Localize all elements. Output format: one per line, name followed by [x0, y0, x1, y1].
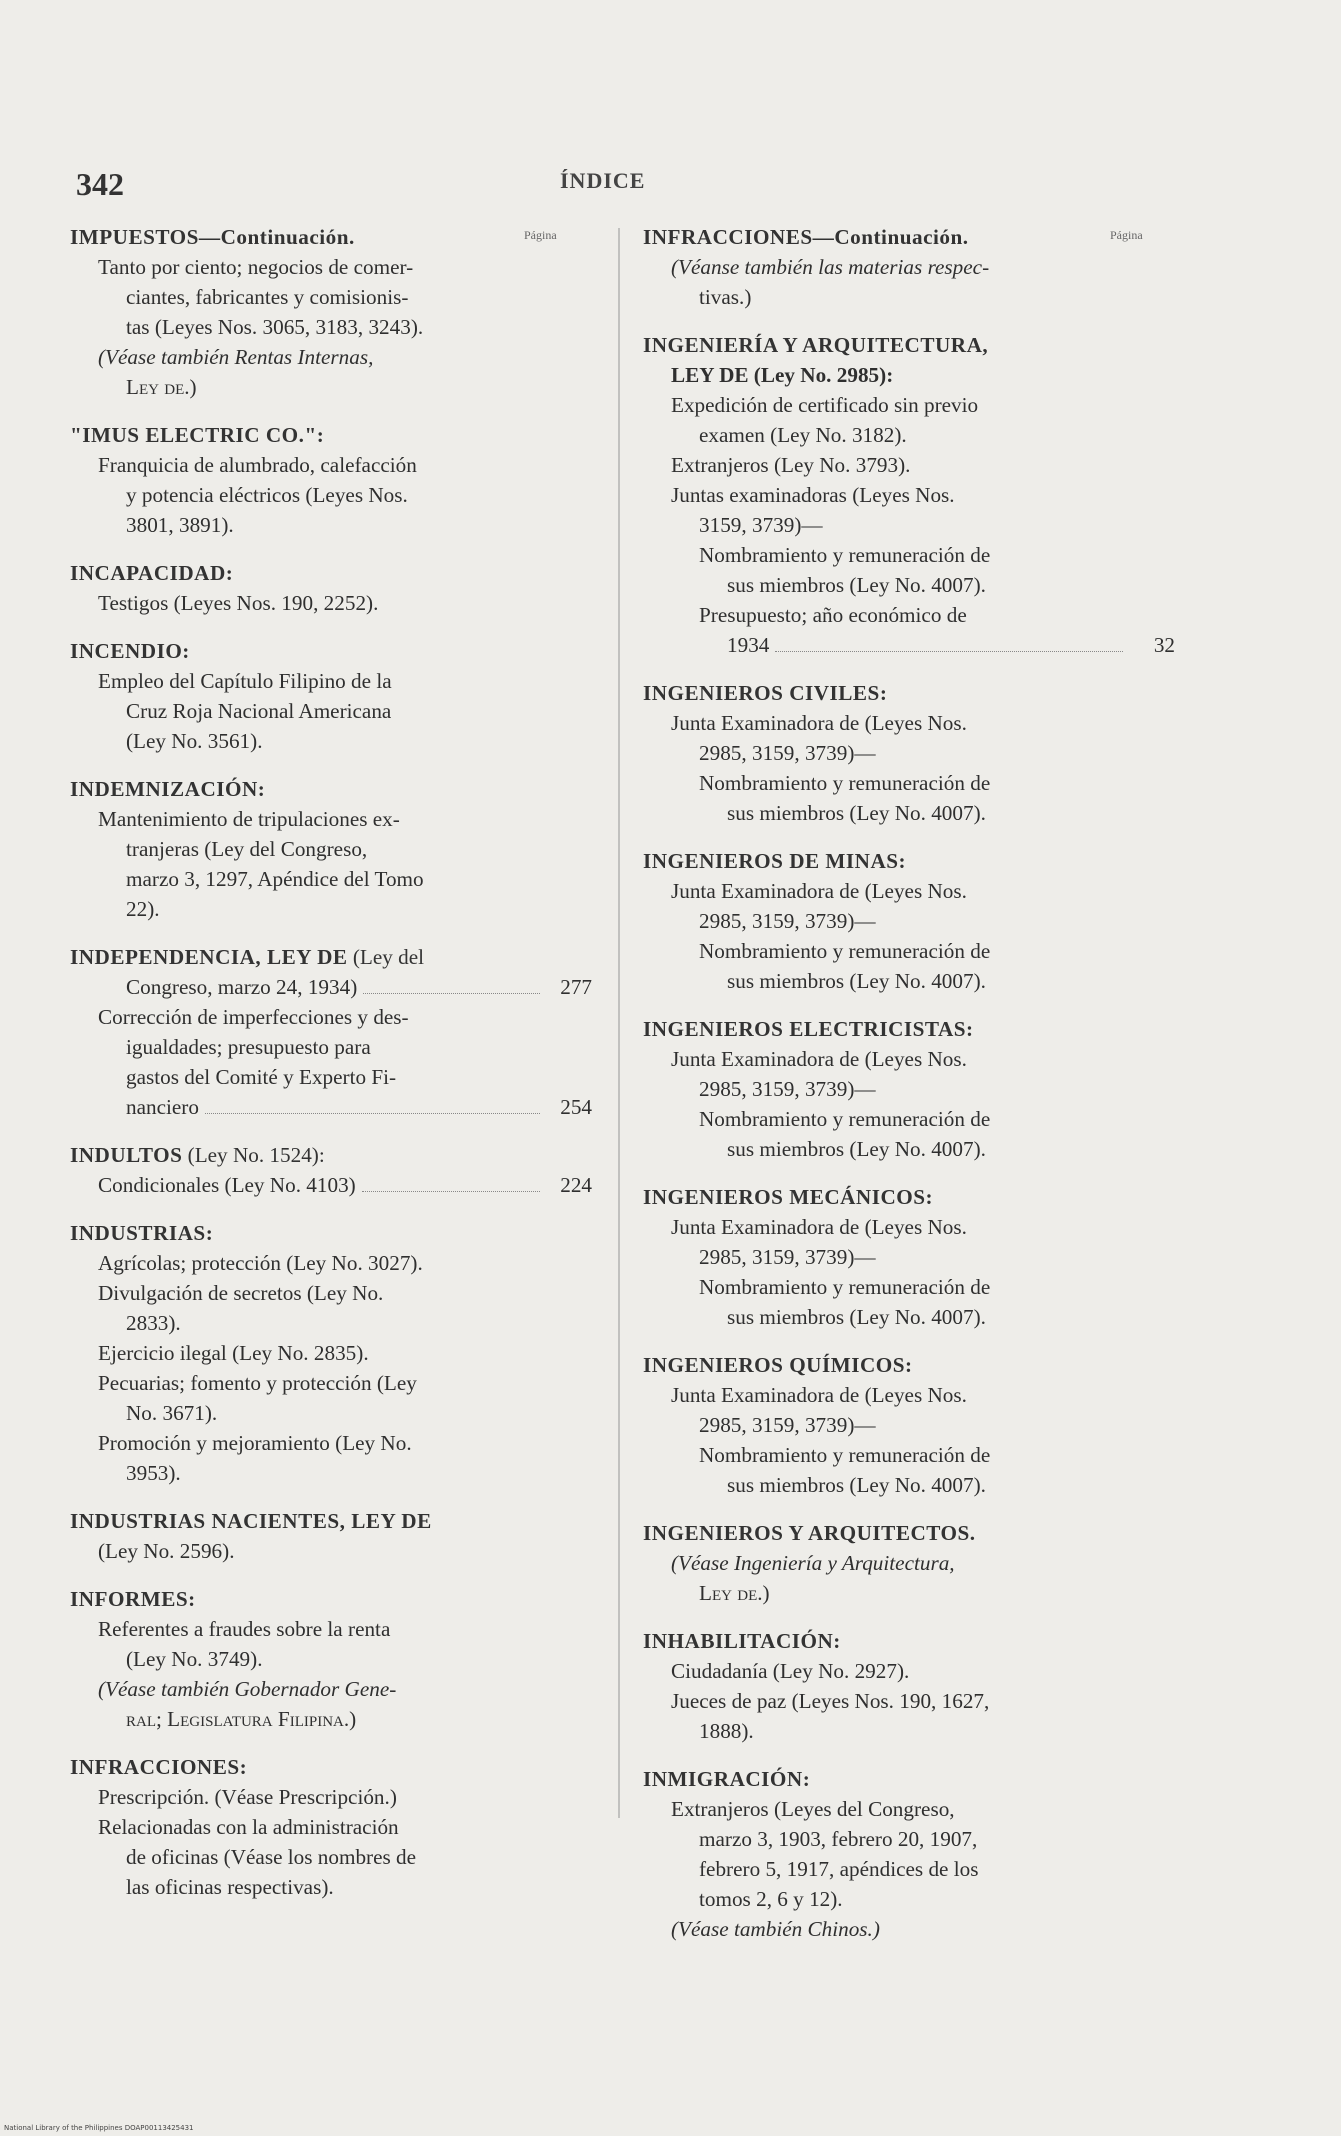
entry-heading [643, 1518, 1175, 1548]
entry-heading [643, 1182, 1175, 1212]
entry-line: Junta Examinadora de (Leyes Nos. [671, 1383, 967, 1407]
entry-heading-text: INGENIEROS DE MINAS: [643, 849, 907, 873]
entry-line: Divulgación de secretos (Ley No. [98, 1281, 384, 1305]
entry-line: (Ley No. 3561). [126, 729, 263, 753]
entry-line: sus miembros (Ley No. 4007). [727, 969, 986, 993]
entry-heading [70, 1506, 592, 1536]
page-title: ÍNDICE [560, 168, 646, 193]
entry-line-text: 1934 [727, 633, 770, 657]
entry-line: igualdades; presupuesto para [126, 1035, 371, 1059]
index-entry [70, 1218, 592, 1488]
entry-line: tranjeras (Ley del Congreso, [126, 837, 368, 861]
entry-line: Relacionadas con la administración [98, 1815, 399, 1839]
leader-dots [363, 993, 540, 994]
page-reference: 277 [560, 975, 592, 999]
entry-heading [70, 1752, 592, 1782]
entry-line: sus miembros (Ley No. 4007). [727, 573, 986, 597]
entry-line: Empleo del Capítulo Filipino de la [98, 669, 392, 693]
entry-line: 2985, 3159, 3739)— [699, 1077, 876, 1101]
entry-line: tomos 2, 6 y 12). [699, 1887, 843, 1911]
entry-heading [70, 942, 592, 972]
entry-line: Expedición de certificado sin previo [671, 393, 979, 417]
index-entry [70, 1584, 592, 1734]
entry-line: Extranjeros (Ley No. 3793). [671, 453, 911, 477]
index-entry [643, 1626, 1175, 1746]
index-entry [70, 1140, 592, 1200]
entry-line [70, 1092, 592, 1122]
entry-line: febrero 5, 1917, apéndices de los [699, 1857, 979, 1881]
entry-heading-text: "IMUS ELECTRIC CO.": [70, 423, 325, 447]
entry-line: (Véase también Rentas Internas, [98, 345, 374, 369]
entry-line: tivas.) [699, 285, 752, 309]
entry-line: 3801, 3891). [126, 513, 234, 537]
entry-heading [70, 558, 592, 588]
entry-line: Referentes a fraudes sobre la renta [98, 1617, 391, 1641]
entry-heading [70, 1584, 592, 1614]
index-entry [70, 1506, 592, 1566]
entry-heading [70, 420, 592, 450]
entry-line: Junta Examinadora de (Leyes Nos. [671, 711, 967, 735]
entry-line: Corrección de imperfecciones y des- [98, 1005, 409, 1029]
entry-line: Nombramiento y remuneración de [699, 771, 991, 795]
entry-line: Franquicia de alumbrado, calefacción [98, 453, 417, 477]
entry-line: Nombramiento y remuneración de [699, 1107, 991, 1131]
entry-line: (Véase también Gobernador Gene- [98, 1677, 397, 1701]
entry-line: y potencia eléctricos (Leyes Nos. [126, 483, 408, 507]
entry-heading [643, 222, 1175, 252]
entry-line: sus miembros (Ley No. 4007). [727, 1473, 986, 1497]
entry-heading-text: INGENIEROS ELECTRICISTAS: [643, 1017, 974, 1041]
page-reference: 224 [560, 1173, 592, 1197]
index-entry [643, 1014, 1175, 1164]
entry-line: Ciudadanía (Ley No. 2927). [671, 1659, 910, 1683]
entry-line: 2985, 3159, 3739)— [699, 741, 876, 765]
entry-heading [70, 774, 592, 804]
entry-line: Tanto por ciento; negocios de comer- [98, 255, 414, 279]
entry-line: Juntas examinadoras (Leyes Nos. [671, 483, 955, 507]
entry-heading-text: INGENIEROS Y ARQUITECTOS. [643, 1521, 976, 1545]
entry-heading [70, 636, 592, 666]
entry-line: Cruz Roja Nacional Americana [126, 699, 392, 723]
index-entry [70, 558, 592, 618]
entry-line: 2833). [126, 1311, 181, 1335]
pagina-label-left: Página [524, 228, 557, 242]
index-entry [643, 1350, 1175, 1500]
index-entry [70, 636, 592, 756]
entry-heading-text: INDULTOS [70, 1143, 183, 1167]
entry-heading-text: INGENIERÍA Y ARQUITECTURA, [643, 333, 989, 357]
entry-heading-text: INDUSTRIAS NACIENTES, LEY DE [70, 1509, 432, 1533]
index-entry [643, 678, 1175, 828]
entry-line: ral; Legislatura Filipina.) [126, 1707, 357, 1731]
entry-heading-text: INFRACCIONES: [70, 1755, 248, 1779]
entry-line: Promoción y mejoramiento (Ley No. [98, 1431, 412, 1455]
entry-line: sus miembros (Ley No. 4007). [727, 801, 986, 825]
entry-line: examen (Ley No. 3182). [699, 423, 907, 447]
page-reference: 32 [1153, 633, 1175, 657]
entry-line: (Véase Ingeniería y Arquitectura, [671, 1551, 955, 1575]
entry-line-text: nanciero [126, 1095, 199, 1119]
entry-heading [70, 1218, 592, 1248]
entry-line: Ley de.) [126, 375, 197, 399]
entry-line: 1888). [699, 1719, 754, 1743]
entry-heading-text: INGENIEROS QUÍMICOS: [643, 1353, 913, 1377]
entry-heading [643, 1626, 1175, 1656]
entry-heading-rest: (Ley No. 1524): [182, 1143, 325, 1167]
index-entry [643, 1518, 1175, 1608]
entry-line: 2985, 3159, 3739)— [699, 1413, 876, 1437]
entry-heading [643, 1350, 1175, 1380]
entry-line: Prescripción. (Véase Prescripción.) [98, 1785, 397, 1809]
entry-heading [643, 846, 1175, 876]
entry-line: Ley de.) [699, 1581, 770, 1605]
entry-line: Mantenimiento de tripulaciones ex- [98, 807, 400, 831]
leader-dots [205, 1113, 540, 1114]
entry-heading-text: INGENIEROS CIVILES: [643, 681, 888, 705]
index-entry [643, 846, 1175, 996]
entry-line: Jueces de paz (Leyes Nos. 190, 1627, [671, 1689, 990, 1713]
entry-line: (Véase también Chinos.) [671, 1917, 880, 1941]
entry-line: Junta Examinadora de (Leyes Nos. [671, 1047, 967, 1071]
entry-line: Junta Examinadora de (Leyes Nos. [671, 1215, 967, 1239]
entry-line [643, 630, 1175, 660]
entry-line: marzo 3, 1297, Apéndice del Tomo [126, 867, 424, 891]
entry-heading [643, 1764, 1175, 1794]
entry-line-text: Congreso, marzo 24, 1934) [126, 975, 358, 999]
entry-line: 2985, 3159, 3739)— [699, 1245, 876, 1269]
entry-heading-text: INDUSTRIAS: [70, 1221, 214, 1245]
index-entry [643, 330, 1175, 660]
entry-line: sus miembros (Ley No. 4007). [727, 1305, 986, 1329]
entry-heading-text: INHABILITACIÓN: [643, 1629, 841, 1653]
entry-heading [70, 1140, 592, 1170]
entry-line: Junta Examinadora de (Leyes Nos. [671, 879, 967, 903]
entry-line: 3953). [126, 1461, 181, 1485]
entry-heading [643, 678, 1175, 708]
entry-heading-rest: (Ley del [347, 945, 425, 969]
leader-dots [362, 1191, 540, 1192]
right-column [643, 222, 1175, 1962]
index-entry [70, 774, 592, 924]
index-entry [70, 1752, 592, 1902]
entry-line: LEY DE (Ley No. 2985): [671, 363, 894, 387]
entry-heading [70, 222, 592, 252]
entry-heading-text: INFORMES: [70, 1587, 196, 1611]
entry-heading-text: INMIGRACIÓN: [643, 1767, 811, 1791]
entry-line [70, 1170, 592, 1200]
index-entry [70, 942, 592, 1122]
column-divider [618, 228, 620, 1818]
entry-line: sus miembros (Ley No. 4007). [727, 1137, 986, 1161]
entry-line: Nombramiento y remuneración de [699, 939, 991, 963]
entry-heading-text: INFRACCIONES—Continuación. [643, 225, 969, 249]
entry-line: Presupuesto; año económico de [699, 603, 967, 627]
entry-line: 22). [126, 897, 160, 921]
entry-line: de oficinas (Véase los nombres de [126, 1845, 417, 1869]
entry-line: gastos del Comité y Experto Fi- [126, 1065, 397, 1089]
left-column [70, 222, 592, 1920]
entry-line: Agrícolas; protección (Ley No. 3027). [98, 1251, 423, 1275]
entry-heading-text: INDEPENDENCIA, LEY DE [70, 945, 348, 969]
entry-line: (Ley No. 3749). [126, 1647, 263, 1671]
entry-line: Nombramiento y remuneración de [699, 1275, 991, 1299]
index-entry [70, 420, 592, 540]
entry-line: marzo 3, 1903, febrero 20, 1907, [699, 1827, 978, 1851]
entry-heading-text: INGENIEROS MECÁNICOS: [643, 1185, 934, 1209]
page-reference: 254 [560, 1095, 592, 1119]
entry-line: Testigos (Leyes Nos. 190, 2252). [98, 591, 379, 615]
entry-heading [643, 1014, 1175, 1044]
entry-line: (Ley No. 2596). [98, 1539, 235, 1563]
index-entry [643, 1182, 1175, 1332]
entry-line: Nombramiento y remuneración de [699, 1443, 991, 1467]
entry-line [70, 972, 592, 1002]
entry-heading-text: IMPUESTOS—Continuación. [70, 225, 355, 249]
entry-line: Pecuarias; fomento y protección (Ley [98, 1371, 417, 1395]
entry-line: Extranjeros (Leyes del Congreso, [671, 1797, 955, 1821]
entry-line: tas (Leyes Nos. 3065, 3183, 3243). [126, 315, 424, 339]
entry-line: (Véanse también las materias respec- [671, 255, 990, 279]
entry-heading [643, 330, 1175, 360]
entry-line: Ejercicio ilegal (Ley No. 2835). [98, 1341, 369, 1365]
pagina-label-right: Página [1110, 228, 1143, 242]
index-entry [70, 222, 592, 402]
index-entry [643, 1764, 1175, 1944]
leader-dots [775, 651, 1123, 652]
entry-heading-text: INCENDIO: [70, 639, 190, 663]
entry-line: No. 3671). [126, 1401, 218, 1425]
entry-line: Nombramiento y remuneración de [699, 543, 991, 567]
page-number: 342 [76, 166, 124, 202]
index-entry [643, 222, 1175, 312]
entry-line: 2985, 3159, 3739)— [699, 909, 876, 933]
entry-heading-text: INCAPACIDAD: [70, 561, 234, 585]
footer-credit: National Library of the Philippines DOAP00113425431 [4, 2124, 194, 2132]
entry-line: ciantes, fabricantes y comisionis- [126, 285, 409, 309]
entry-heading-text: INDEMNIZACIÓN: [70, 777, 266, 801]
entry-line: las oficinas respectivas). [126, 1875, 334, 1899]
entry-line: 3159, 3739)— [699, 513, 823, 537]
entry-line-text: Condicionales (Ley No. 4103) [98, 1173, 356, 1197]
